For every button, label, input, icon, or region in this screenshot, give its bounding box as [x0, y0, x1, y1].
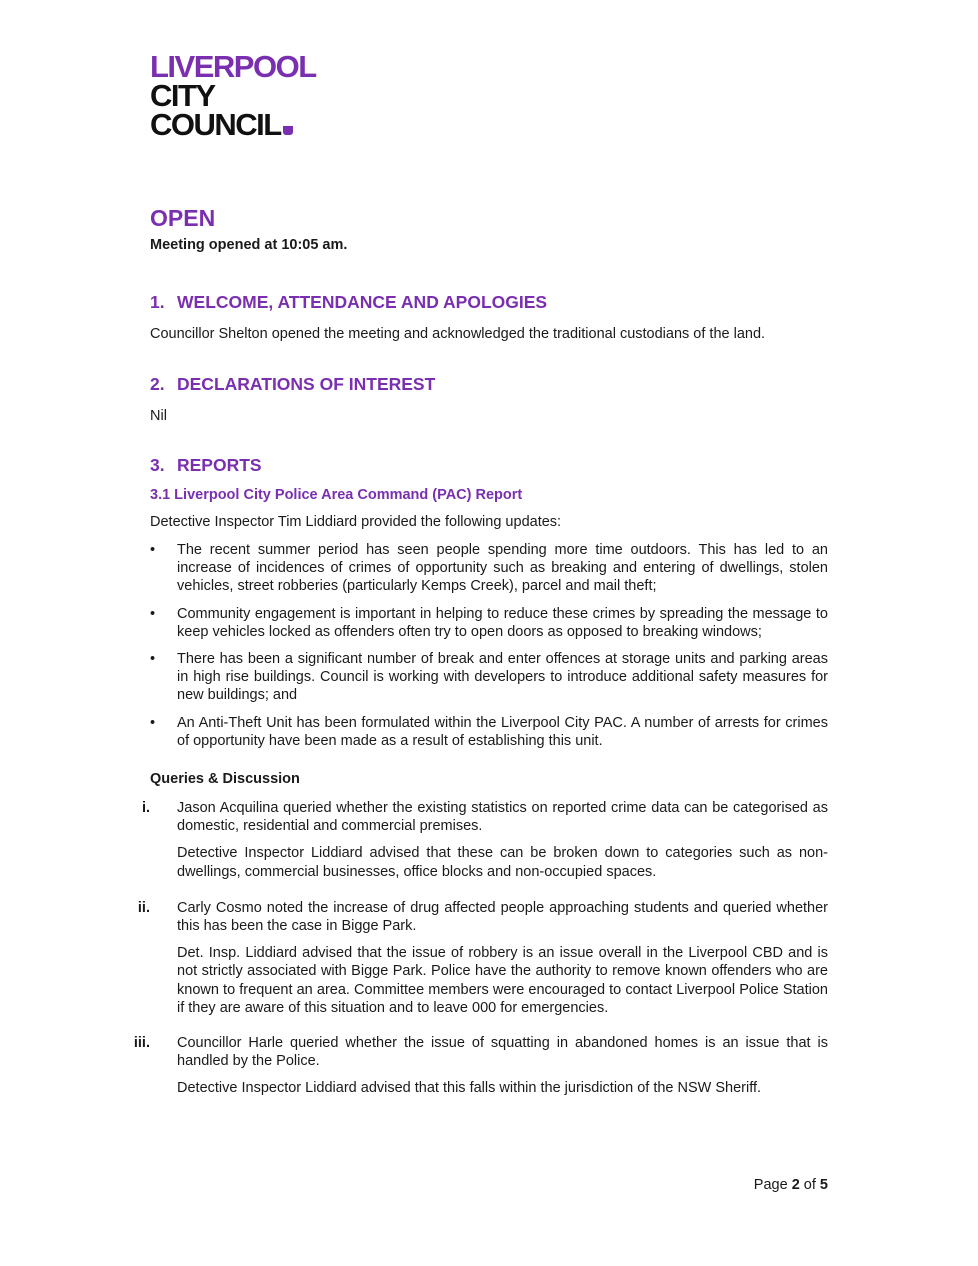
logo-line-2: CITY [150, 78, 215, 113]
section-body-declarations: Nil [150, 408, 167, 424]
of-word: of [803, 1177, 816, 1193]
query-item [137, 899, 828, 1017]
list-item [150, 714, 828, 750]
bullet-icon: • [150, 542, 156, 558]
query-question: Jason Acquilina queried whether the existing statistics on reported crime data can be categorised as domestic, residential and commercial premises. [177, 800, 828, 835]
page-word: Page [753, 1177, 788, 1193]
section-number: 1. [150, 292, 165, 312]
open-heading: OPEN [150, 205, 216, 231]
section-heading-reports [150, 454, 828, 476]
logo-dot-icon [283, 126, 293, 135]
list-item-text: The recent summer period has seen people spending more time outdoors. This has led to an increase of incidences of crimes of opportunity such as breaking and entering of dwellings, stolen vehicles, street robberies (particularly Kemps Creek), parcel and mail theft; [177, 542, 828, 595]
section-number: 2. [150, 374, 165, 394]
section-heading-welcome [150, 291, 828, 313]
report-intro: Detective Inspector Tim Liddiard provided the following updates: [150, 514, 562, 530]
section-body-welcome: Councillor Shelton opened the meeting and acknowledged the traditional custodians of the land. [150, 326, 766, 342]
list-item [150, 650, 828, 705]
page-number-footer [700, 1176, 828, 1194]
query-answer: Detective Inspector Liddiard advised that this falls within the jurisdiction of the NSW Sheriff. [177, 1080, 762, 1097]
meeting-opened-text: Meeting opened at 10:05 am. [150, 237, 348, 253]
council-logo [150, 49, 316, 142]
bullet-icon: • [150, 714, 156, 731]
list-item-text: An Anti-Theft Unit has been formulated within the Liverpool City PAC. A number of arrests for crimes of opportunity have been made as a result of establishing this unit. [177, 714, 828, 749]
section-heading-declarations [150, 373, 828, 395]
queries-list [133, 799, 828, 1098]
list-item-text: Community engagement is important in helping to reduce these crimes by spreading the message to keep vehicles locked as offenders often try to open doors as opposed to breaking windows; [177, 605, 828, 640]
query-numeral: iii. [133, 1035, 150, 1052]
query-numeral: i. [141, 800, 150, 817]
section-number: 3. [150, 455, 165, 475]
query-question: Councillor Harle queried whether the issue of squatting in abandoned homes is an issue that is handled by the Police. [177, 1035, 828, 1070]
query-numeral: ii. [137, 899, 150, 916]
current-page: 2 [791, 1177, 800, 1193]
query-answer: Det. Insp. Liddiard advised that the issue of robbery is an issue overall in the Liverpool CBD and is not strictly associated with Bigge Park. Police have the authority to remove known offenders who are known to frequent an area. Committee members were encouraged to contact Liverpool Police Station if they are aware of this situation and to leave 000 for emergencies. [177, 945, 828, 1016]
list-item [150, 605, 828, 641]
queries-heading: Queries & Discussion [150, 771, 300, 788]
bullet-icon: • [150, 605, 156, 622]
bullet-icon: • [150, 651, 156, 668]
logo-line-3 [150, 107, 316, 142]
section-title: DECLARATIONS OF INTEREST [177, 374, 436, 394]
query-item [133, 1034, 828, 1098]
document-content [133, 204, 828, 1098]
report-bullet-list [150, 541, 828, 750]
report-subheading: 3.1 Liverpool City Police Area Command (PAC) Report [150, 487, 523, 503]
query-answer: Detective Inspector Liddiard advised that these can be broken down to categories such as non-dwellings, commercial businesses, office blocks and non-occupied spaces. [177, 845, 828, 880]
query-question: Carly Cosmo noted the increase of drug affected people approaching students and queried whether this has been the case in Bigge Park. [177, 899, 828, 935]
total-pages: 5 [819, 1177, 828, 1193]
logo-line-1: LIVERPOOL [150, 49, 316, 84]
section-title: WELCOME, ATTENDANCE AND APOLOGIES [177, 292, 548, 312]
query-item [141, 799, 828, 881]
section-title: REPORTS [177, 455, 262, 475]
logo-line-3-text: COUNCIL [150, 107, 281, 142]
list-item-text: There has been a significant number of break and enter offences at storage units and parking areas in high rise buildings. Council is working with developers to introduce additional safety measures for new buildings; and [177, 651, 828, 704]
list-item [150, 541, 828, 596]
